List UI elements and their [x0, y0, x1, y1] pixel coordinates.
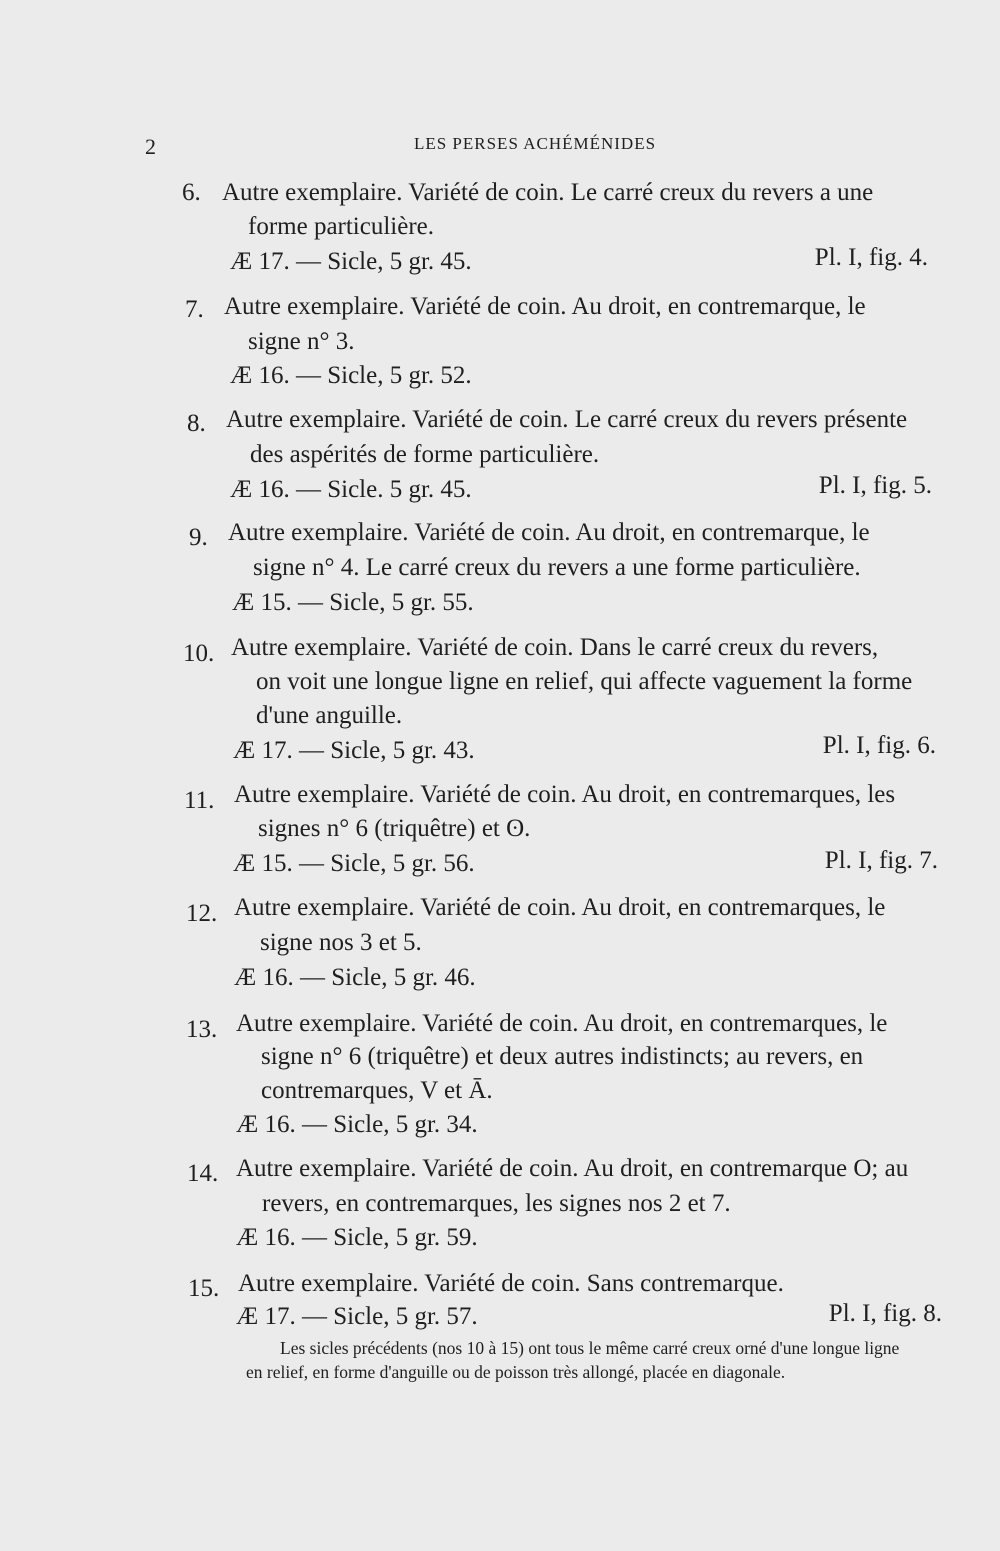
- footnote-line: Les sicles précédents (nos 10 à 15) ont tous le même carré creux orné d'une longue ligne: [280, 1338, 900, 1358]
- plate-reference: Pl. I, fig. 7.: [824, 847, 938, 874]
- entry-text-line: signe n° 4. Le carré creux du revers a une forme particulière.: [253, 554, 861, 581]
- entry-data-line: Æ 16. — Sicle. 5 gr. 45.: [230, 476, 472, 503]
- entry-text-line: Autre exemplaire. Variété de coin. Au droit, en contremarque, le: [228, 519, 870, 546]
- entry-text-line: Autre exemplaire. Variété de coin. Au droit, en contremarques, les: [234, 781, 896, 808]
- entry-data-line: Æ 16. — Sicle, 5 gr. 34.: [236, 1111, 478, 1138]
- entry-text-line: d'une anguille.: [256, 702, 403, 729]
- entry-text-line: Autre exemplaire. Variété de coin. Au droit, en contremarque, le: [224, 293, 866, 320]
- entry-number: 11.: [184, 787, 215, 814]
- entry-text-line: Autre exemplaire. Variété de coin. Au droit, en contremarques, le: [236, 1010, 888, 1037]
- entry-text-line: revers, en contremarques, les signes nos 2 et 7.: [262, 1190, 731, 1217]
- entry-text-line: signes n° 6 (triquêtre) et ʘ.: [258, 815, 531, 842]
- footnote-line: en relief, en forme d'anguille ou de poisson très allongé, placée en diagonale.: [246, 1362, 786, 1382]
- entry-text-line: Autre exemplaire. Variété de coin. Le carré creux du revers a une: [222, 179, 874, 206]
- entry-number: 13.: [186, 1016, 218, 1043]
- entry-number: 12.: [186, 900, 218, 927]
- plate-reference: Pl. I, fig. 6.: [822, 732, 936, 759]
- entry-text-line: Autre exemplaire. Variété de coin. Dans le carré creux du revers,: [231, 634, 879, 661]
- entry-text-line: forme particulière.: [248, 213, 435, 240]
- entry-number: 6.: [182, 179, 201, 206]
- entry-text-line: des aspérités de forme particulière.: [250, 441, 600, 468]
- entry-text-line: on voit une longue ligne en relief, qui affecte vaguement la forme: [256, 668, 913, 695]
- entry-data-line: Æ 16. — Sicle, 5 gr. 46.: [234, 964, 476, 991]
- plate-reference: Pl. I, fig. 5.: [818, 472, 932, 499]
- entry-text-line: Autre exemplaire. Variété de coin. Au droit, en contremarques, le: [234, 894, 886, 921]
- entry-data-line: Æ 15. — Sicle, 5 gr. 56.: [233, 850, 475, 877]
- entry-number: 7.: [185, 296, 204, 323]
- entry-number: 9.: [189, 524, 208, 551]
- plate-reference: Pl. I, fig. 4.: [814, 244, 928, 271]
- entry-data-line: Æ 17. — Sicle, 5 gr. 57.: [236, 1303, 478, 1330]
- entry-text-line: signe n° 6 (triquêtre) et deux autres indistincts; au revers, en: [261, 1043, 864, 1070]
- entry-text-line: Autre exemplaire. Variété de coin. Sans contremarque.: [238, 1270, 784, 1297]
- entry-number: 15.: [188, 1275, 220, 1302]
- entry-data-line: Æ 17. — Sicle, 5 gr. 45.: [230, 248, 472, 275]
- entry-text-line: signe n° 3.: [248, 328, 355, 355]
- page-number: 2: [145, 134, 156, 159]
- entry-data-line: Æ 16. — Sicle, 5 gr. 59.: [236, 1224, 478, 1251]
- running-title: LES PERSES ACHÉMÉNIDES: [413, 134, 657, 153]
- entry-number: 8.: [187, 410, 206, 437]
- entry-text-line: contremarques, V et Ā.: [261, 1077, 493, 1104]
- entry-data-line: Æ 17. — Sicle, 5 gr. 43.: [233, 737, 475, 764]
- entry-text-line: Autre exemplaire. Variété de coin. Au droit, en contremarque O; au: [236, 1155, 909, 1182]
- entry-text-line: signe nos 3 et 5.: [260, 929, 422, 956]
- entry-data-line: Æ 15. — Sicle, 5 gr. 55.: [232, 589, 474, 616]
- entry-text-line: Autre exemplaire. Variété de coin. Le carré creux du revers présente: [226, 406, 908, 433]
- entry-data-line: Æ 16. — Sicle, 5 gr. 52.: [230, 362, 472, 389]
- entry-number: 14.: [187, 1160, 219, 1187]
- entry-number: 10.: [183, 640, 215, 667]
- plate-reference: Pl. I, fig. 8.: [828, 1300, 942, 1327]
